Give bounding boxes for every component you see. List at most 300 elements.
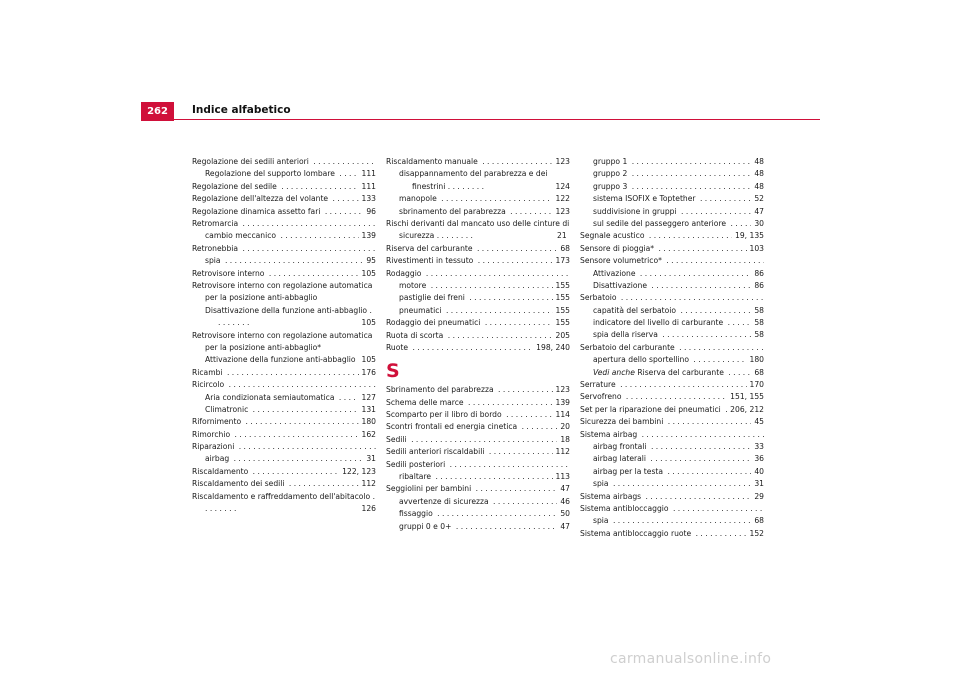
index-column-1	[192, 156, 376, 515]
entry-text	[593, 268, 764, 280]
entry-label: airbag laterali	[593, 454, 647, 464]
entry-page: 124	[555, 181, 570, 191]
entry-label: Schema delle marce	[386, 397, 464, 407]
index-entry	[580, 193, 764, 205]
entry-text	[593, 206, 764, 218]
entry-text	[593, 193, 764, 205]
entry-page: 31	[363, 453, 376, 465]
index-letter-heading: S	[386, 360, 400, 383]
index-entry	[192, 218, 376, 230]
index-entry	[192, 404, 376, 416]
entry-text	[386, 317, 570, 329]
index-entry	[580, 367, 764, 379]
entry-page: 123	[553, 206, 571, 218]
entry-text	[593, 515, 764, 527]
index-entry	[192, 354, 376, 366]
entry-page: 103	[747, 243, 765, 255]
entry-text	[399, 496, 570, 508]
entry-label: Sedili anteriori riscaldabili	[386, 447, 485, 457]
entry-text	[399, 471, 570, 483]
entry-text	[580, 379, 764, 391]
entry-page: 105	[361, 318, 376, 328]
index-entry	[386, 409, 570, 421]
entry-text	[399, 292, 570, 304]
index-entry	[580, 453, 764, 465]
entry-page: 52	[751, 193, 764, 205]
entry-text	[399, 521, 570, 533]
entry-label: Serrature	[580, 380, 616, 390]
index-entry	[580, 404, 764, 416]
entry-label: Riscaldamento dei sedili	[192, 479, 285, 489]
entry-label: Retromarcia	[192, 218, 239, 228]
entry-page: 68	[751, 367, 764, 379]
entry-label: airbag	[205, 454, 230, 464]
entry-label: spia	[593, 479, 609, 489]
entry-page: 111	[359, 168, 377, 180]
entry-text	[386, 255, 570, 267]
entry-text	[593, 305, 764, 317]
entry-page: 86	[751, 280, 764, 292]
entry-label: sul sedile del passeggero anteriore	[593, 218, 727, 228]
watermark: carmanualsonline.info	[610, 651, 772, 667]
entry-label: sistema ISOFIX e Toptether	[593, 194, 696, 204]
page-number: 262	[141, 102, 174, 121]
index-entry	[386, 397, 570, 409]
entry-text	[580, 255, 764, 267]
index-entry	[386, 206, 570, 218]
entry-label: Retrovisore interno con regolazione automatica per la posizione anti-abbaglio	[192, 280, 373, 303]
entry-text	[593, 466, 764, 478]
entry-text	[593, 367, 764, 379]
entry-text	[386, 409, 570, 421]
index-entry	[192, 168, 376, 180]
index-entry	[192, 193, 376, 205]
entry-label: Scomparto per il libro di bordo	[386, 410, 502, 420]
entry-page: 86	[751, 268, 764, 280]
entry-text	[205, 404, 376, 416]
index-entry	[580, 342, 764, 354]
index-entry	[192, 367, 376, 379]
index-column-3	[580, 156, 764, 540]
index-entry	[386, 446, 570, 458]
entry-page: 162	[359, 429, 377, 441]
entry-label: Sensore di pioggia*	[580, 243, 655, 253]
index-entry	[580, 218, 764, 230]
entry-page: 133	[359, 193, 377, 205]
entry-label: Sicurezza dei bambini	[580, 417, 664, 427]
index-entry	[192, 156, 376, 168]
entry-label: Rimorchio	[192, 429, 231, 439]
index-entry	[580, 255, 764, 267]
entry-text	[205, 453, 376, 465]
entry-page: 58	[751, 329, 764, 341]
entry-page: 95	[363, 255, 376, 267]
entry-label: Rischi derivanti dal mancato uso delle cinture di sicurezza	[386, 218, 570, 241]
entry-label: Sedili	[386, 434, 407, 444]
entry-page: 131	[359, 404, 377, 416]
entry-label: Disattivazione	[593, 280, 648, 290]
index-entry	[192, 453, 376, 465]
entry-label: Sistema airbag	[580, 429, 638, 439]
leader-dots: . . . . . . . .	[445, 181, 484, 191]
entry-text	[205, 230, 376, 242]
entry-text	[386, 434, 570, 446]
index-entry	[580, 491, 764, 503]
entry-label: airbag per la testa	[593, 466, 664, 476]
entry-page: 155	[553, 305, 571, 317]
entry-text	[593, 168, 764, 180]
index-entry	[386, 434, 570, 446]
entry-text	[593, 329, 764, 341]
entry-page: 58	[751, 317, 764, 329]
index-entry	[580, 354, 764, 366]
entry-text	[593, 156, 764, 168]
entry-page: 45	[751, 416, 764, 428]
index-entry	[386, 280, 570, 292]
index-entry	[580, 515, 764, 527]
index-entry	[386, 268, 570, 280]
entry-label: indicatore del livello di carburante	[593, 318, 724, 328]
entry-text	[593, 478, 764, 490]
entry-page: 123	[553, 384, 571, 396]
entry-label: Retrovisore interno	[192, 268, 265, 278]
entry-label: gruppo 1	[593, 157, 628, 166]
entry-label: Scontri frontali ed energia cinetica	[386, 422, 518, 432]
entry-page: 31	[751, 478, 764, 490]
index-entry	[386, 342, 570, 354]
index-entry	[386, 421, 570, 433]
entry-label: Regolazione dinamica assetto fari	[192, 206, 321, 216]
index-entry	[192, 466, 376, 478]
entry-page: 29	[751, 491, 764, 503]
entry-label: spia della riserva	[593, 330, 658, 340]
entry-page: 47	[557, 521, 570, 533]
index-entry	[580, 528, 764, 540]
entry-text	[386, 243, 570, 255]
entry-label: Climatronic	[205, 404, 249, 414]
entry-page: 111	[359, 181, 377, 193]
entry-page: 48	[751, 156, 764, 168]
entry-label: Serbatoio	[580, 293, 617, 303]
entry-label: sbrinamento del parabrezza	[399, 206, 506, 216]
entry-label: Sensore volumetrico*	[580, 256, 662, 266]
entry-text	[192, 243, 376, 255]
entry-label: Rodaggio	[386, 268, 422, 278]
index-entry	[192, 181, 376, 193]
entry-label: Riserva del carburante	[637, 367, 724, 377]
leader-dots: . . . . . . . .	[205, 491, 376, 514]
entry-text	[205, 255, 376, 267]
entry-text	[399, 280, 570, 292]
entry-label: Servofreno	[580, 392, 622, 402]
entry-label: Riparazioni	[192, 442, 235, 452]
entry-page: 112	[359, 478, 377, 490]
entry-page: 170	[747, 379, 765, 391]
entry-page: 206, 212	[727, 404, 764, 416]
index-entry	[580, 168, 764, 180]
entry-text	[192, 268, 376, 280]
entry-page: 68	[557, 243, 570, 255]
entry-label: pastiglie dei freni	[399, 293, 465, 303]
index-entry	[386, 471, 570, 483]
index-entry	[386, 193, 570, 205]
index-entry	[386, 521, 570, 533]
entry-page: 155	[553, 292, 571, 304]
index-entry	[192, 478, 376, 490]
index-entry	[386, 305, 570, 317]
entry-label: Attivazione della funzione anti-abbaglio	[205, 355, 356, 365]
index-column-2	[386, 156, 570, 533]
entry-text	[580, 292, 764, 304]
index-entry	[580, 416, 764, 428]
entry-label: gruppi 0 e 0+	[399, 521, 452, 531]
leader-dots: . . . . . . . .	[434, 231, 473, 241]
entry-page: 47	[751, 206, 764, 218]
entry-label: Serbatoio del carburante	[580, 342, 675, 352]
entry-text	[192, 367, 376, 379]
entry-text	[386, 421, 570, 433]
entry-text	[192, 181, 376, 193]
index-entry	[386, 483, 570, 495]
entry-page: 105	[359, 354, 377, 366]
entry-page: 139	[553, 397, 571, 409]
entry-label: Ricambi	[192, 367, 223, 377]
index-entry: Rischi derivanti dal mancato uso delle cinture di sicurezza . . . . . . . . 21	[386, 218, 570, 241]
entry-page: 68	[751, 515, 764, 527]
entry-page: 139	[359, 230, 377, 242]
entry-text	[386, 156, 570, 168]
entry-label: motore	[399, 280, 427, 290]
entry-label: Riscaldamento e raffreddamento dell'abitacolo	[192, 491, 371, 501]
entry-label: gruppo 2	[593, 169, 628, 179]
entry-page: 113	[553, 471, 571, 483]
entry-page: 40	[751, 466, 764, 478]
entry-text	[205, 168, 376, 180]
index-entry	[580, 429, 764, 441]
entry-label: pneumatici	[399, 305, 442, 315]
entry-text	[192, 416, 376, 428]
entry-label: Riserva del carburante	[386, 243, 473, 253]
entry-page: 151, 155	[727, 391, 764, 403]
entry-label: Ruote	[386, 342, 409, 352]
index-entry	[580, 243, 764, 255]
index-entry	[192, 255, 376, 267]
entry-page: 20	[557, 421, 570, 433]
index-entry	[580, 292, 764, 304]
entry-label: Sistema airbags	[580, 491, 642, 501]
entry-text	[580, 342, 764, 354]
index-entry	[192, 243, 376, 255]
entry-page: 176	[359, 367, 377, 379]
entry-page: 18	[557, 434, 570, 446]
entry-text	[399, 508, 570, 520]
entry-page: 180	[359, 416, 377, 428]
entry-page: 112	[553, 446, 571, 458]
entry-page: 198, 240	[533, 342, 570, 354]
entry-text	[399, 206, 570, 218]
entry-text	[593, 280, 764, 292]
index-entry	[580, 206, 764, 218]
entry-page: 19, 135	[732, 230, 764, 242]
entry-text	[205, 392, 376, 404]
entry-text	[192, 379, 376, 391]
index-entry	[192, 330, 376, 355]
entry-label: Disattivazione della funzione anti-abbaglio	[205, 305, 368, 315]
index-entry	[580, 317, 764, 329]
index-entry	[192, 392, 376, 404]
entry-text	[205, 354, 356, 366]
entry-text	[192, 478, 376, 490]
entry-label: Sedili posteriori	[386, 459, 446, 469]
page-title: Indice alfabetico	[192, 104, 291, 116]
entry-text	[192, 156, 376, 168]
header-rule	[174, 119, 820, 120]
entry-text	[386, 459, 570, 471]
index-entry	[386, 255, 570, 267]
index-entry	[386, 317, 570, 329]
entry-text	[386, 384, 570, 396]
entry-text	[386, 446, 570, 458]
entry-page: 155	[553, 317, 571, 329]
entry-label: Seggiolini per bambini	[386, 484, 472, 494]
index-entry	[386, 496, 570, 508]
entry-page: 46	[557, 496, 570, 508]
entry-label: Sistema antibloccaggio	[580, 503, 669, 513]
index-entry	[192, 491, 376, 516]
entry-text	[580, 491, 764, 503]
entry-page: 48	[751, 181, 764, 193]
entry-text	[386, 330, 570, 342]
entry-page: 33	[751, 441, 764, 453]
entry-label: spia	[593, 516, 609, 526]
entry-text	[386, 483, 570, 495]
entry-label: Retronebbia	[192, 243, 239, 253]
entry-page: 152	[747, 528, 765, 540]
index-entry	[192, 416, 376, 428]
leader-dots: . . . . . . . .	[218, 305, 372, 328]
entry-page: 48	[751, 168, 764, 180]
entry-label: Ruota di scorta	[386, 330, 444, 340]
entry-label: Rodaggio dei pneumatici	[386, 318, 481, 328]
entry-page: 50	[557, 508, 570, 520]
entry-page: 105	[359, 268, 377, 280]
entry-label: disappannamento del parabrezza e dei finestrini	[399, 169, 548, 191]
entry-label: cambio meccanico	[205, 231, 277, 241]
entry-label: Set per la riparazione dei pneumatici	[580, 404, 721, 414]
entry-label: Retrovisore interno con regolazione automatica per la posizione anti-abbaglio*	[192, 330, 373, 352]
entry-text	[580, 243, 764, 255]
entry-text	[192, 429, 376, 441]
entry-text	[580, 503, 764, 515]
entry-label: Aria condizionata semiautomatica	[205, 392, 335, 402]
index-entry	[192, 441, 376, 453]
entry-label: Sbrinamento del parabrezza	[386, 385, 494, 395]
entry-page: 173	[553, 255, 571, 267]
index-entry	[580, 329, 764, 341]
index-entry	[580, 156, 764, 168]
see-also-label: Vedi anche	[593, 367, 635, 377]
index-entry	[192, 379, 376, 391]
entry-page: 58	[751, 305, 764, 317]
entry-label: Riscaldamento manuale	[386, 157, 478, 166]
entry-label: Regolazione dell'altezza del volante	[192, 194, 329, 204]
entry-text	[593, 218, 764, 230]
entry-text	[580, 429, 764, 441]
entry-text	[192, 218, 376, 230]
entry-page: 127	[359, 392, 377, 404]
entry-label: gruppo 3	[593, 181, 628, 191]
entry-text	[580, 416, 764, 428]
entry-page: 180	[747, 354, 765, 366]
entry-label: Regolazione del sedile	[192, 181, 277, 191]
entry-page: 123	[553, 156, 571, 168]
entry-label: airbag frontali	[593, 441, 647, 451]
index-entry	[580, 391, 764, 403]
entry-page: 122	[553, 193, 571, 205]
entry-label: Sistema antibloccaggio ruote	[580, 528, 692, 538]
entry-page: 47	[557, 483, 570, 495]
entry-label: Ricircolo	[192, 380, 225, 390]
entry-text	[192, 206, 376, 218]
index-entry	[386, 459, 570, 471]
entry-text	[593, 181, 764, 193]
index-entry	[580, 379, 764, 391]
entry-text	[580, 528, 764, 540]
entry-label: Regolazione dei sedili anteriori	[192, 157, 309, 166]
index-entry	[192, 429, 376, 441]
entry-text	[399, 305, 570, 317]
entry-page: 36	[751, 453, 764, 465]
index-entry	[192, 305, 376, 330]
entry-label: Attivazione	[593, 268, 636, 278]
entry-label: suddivisione in gruppi	[593, 206, 677, 216]
index-entry	[580, 181, 764, 193]
index-entry	[386, 292, 570, 304]
entry-page: 155	[553, 280, 571, 292]
entry-page: 96	[363, 206, 376, 218]
entry-text	[593, 317, 764, 329]
entry-text	[593, 354, 764, 366]
entry-page: 30	[751, 218, 764, 230]
index-entry	[386, 508, 570, 520]
index-entry	[580, 305, 764, 317]
entry-text	[399, 193, 570, 205]
index-entry	[192, 268, 376, 280]
index-entry	[192, 280, 376, 305]
entry-label: Rivestimenti in tessuto	[386, 256, 474, 266]
index-entry	[192, 206, 376, 218]
entry-page: 122, 123	[339, 466, 376, 478]
entry-label: Segnale acustico	[580, 231, 645, 241]
entry-label: capatità del serbatoio	[593, 305, 677, 315]
index-entry	[580, 230, 764, 242]
entry-label: apertura dello sportellino	[593, 355, 690, 365]
index-entry	[386, 243, 570, 255]
index-entry	[580, 268, 764, 280]
entry-label: fissaggio	[399, 509, 433, 519]
entry-page: 205	[553, 330, 571, 342]
index-entry	[386, 168, 570, 193]
entry-label: Riscaldamento	[192, 466, 249, 476]
entry-text	[593, 441, 764, 453]
index-entry	[580, 503, 764, 515]
entry-text	[192, 441, 376, 453]
index-entry	[580, 441, 764, 453]
entry-page: 114	[553, 409, 571, 421]
index-entry	[192, 230, 376, 242]
entry-label: ribaltare	[399, 472, 432, 482]
index-entry	[386, 156, 570, 168]
